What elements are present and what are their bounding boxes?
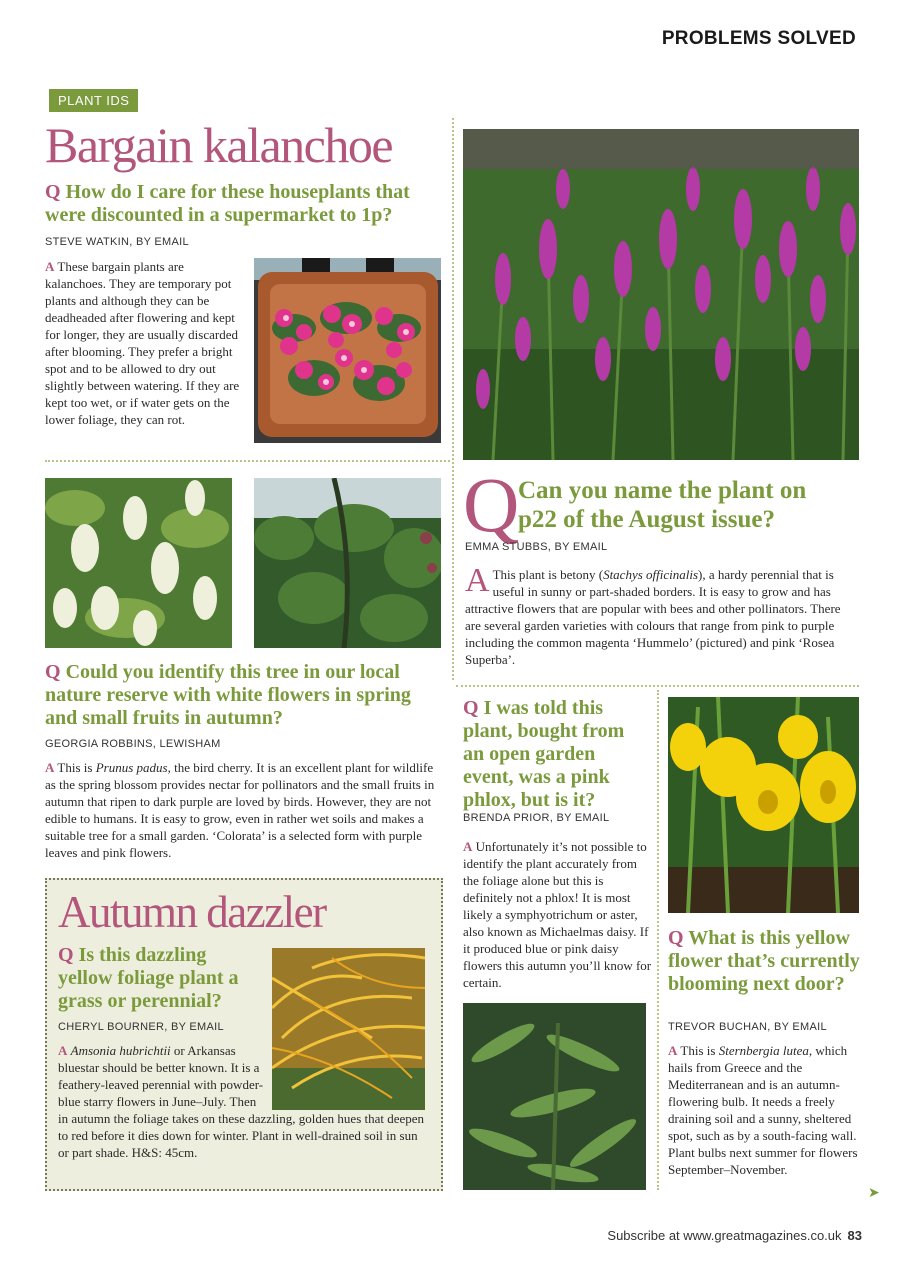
kalanchoe-photo (254, 258, 441, 443)
amsonia-question (58, 944, 263, 1013)
page-number: 83 (847, 1228, 862, 1243)
amsonia-answer-post: or Arkansas bluestar should be better known. It is a feathery-leaved perennial with powder-blue starry flowers in June–July. Then in autumn the foliage takes on these dazzling, golden hues that deepen to red before it dies down for winter. Plant in well-drained soil in sun or part shade. H&S: 45cm. (58, 1043, 425, 1160)
kalanchoe-question (45, 181, 440, 227)
sternbergia-answer (668, 1042, 860, 1178)
phlox-photo (463, 1003, 646, 1190)
sternbergia-answer-pre: This is (680, 1043, 719, 1058)
betony-answer-pre: This plant is betony ( (492, 567, 604, 582)
section-header: PROBLEMS SOLVED (661, 28, 856, 49)
sternbergia-answer-post: , which hails from Greece and the Mediterranean and is an autumn-flowering bulb. It needs a freely draining soil and a sunny, sheltered spot, such as by a south-facing wall. Plant bulbs next summer for flowers September–November. (668, 1043, 858, 1177)
phlox-question-text: I was told this plant, bought from an open garden event, was a pink phlox, but is it? (463, 697, 625, 811)
kalanchoe-title: Bargain kalanchoe (45, 117, 393, 173)
a-letter: A (58, 1043, 68, 1058)
amsonia-answer-italic: Amsonia hubrichtii (70, 1043, 171, 1058)
continue-arrow-icon: ➤ (868, 1186, 880, 1201)
kalanchoe-answer-text: These bargain plants are kalanchoes. They are temporary pot plants and although they can be deadheaded after flowering and kept for longer, they are usually discarded after blooming. They prefer a bright spot and to be allowed to dry out slightly between watering. If they are kept too wet, or if water gets on the lower foliage, they can rot. (45, 259, 240, 427)
betony-byline: EMMA STUBBS, BY EMAIL (465, 541, 608, 553)
amsonia-answer-part1 (58, 1042, 428, 1161)
sternbergia-question (668, 927, 863, 996)
section-divider (456, 685, 859, 687)
q-letter: Q (58, 944, 74, 966)
betony-drop-q: Q (463, 461, 520, 548)
q-letter: Q (45, 181, 61, 203)
cherry-answer-post: , the bird cherry. It is an excellent plant for wildlife as the spring blossom provides nectar for pollinators and the small fruits in autumn that ripen to dark purple are loved by birds. However, they are not edible to humans. It is easy to grow, even in rather wet soils and makes a suitable tree for a small garden. ‘Colorata’ is a selected form with purple leaves and pink flowers. (45, 760, 435, 860)
betony-answer-post: ), a hardy perennial that is useful in sunny or part-shaded borders. It is easy to grow and has attractive flowers that are popular with bees and other pollinators. There are several garden varieties with colours that range from pink to purple including the common magenta ‘Hummelo’ (pictured) and pink ‘Rosea Superba’. (465, 567, 841, 667)
a-letter: A (45, 760, 55, 775)
cherry-answer-pre: This is (57, 760, 96, 775)
subscribe-link[interactable]: Subscribe at www.greatmagazines.co.uk (607, 1228, 842, 1243)
q-letter: Q (463, 697, 479, 719)
amsonia-title: Autumn dazzler (58, 887, 326, 937)
bird-cherry-photo-1 (45, 478, 232, 648)
betony-photo (463, 129, 859, 460)
cherry-answer-italic: Prunus padus (95, 760, 168, 775)
phlox-answer (463, 838, 653, 991)
phlox-question (463, 697, 648, 812)
kalanchoe-question-text: How do I care for these houseplants that were discounted in a supermarket to 1p? (45, 181, 410, 226)
q-letter: Q (668, 927, 684, 949)
footer (607, 1228, 862, 1243)
sternbergia-byline: TREVOR BUCHAN, BY EMAIL (668, 1021, 827, 1033)
section-divider (45, 460, 450, 462)
sternbergia-photo (668, 697, 859, 913)
phlox-byline: BRENDA PRIOR, BY EMAIL (463, 812, 610, 824)
kalanchoe-byline: STEVE WATKIN, BY EMAIL (45, 236, 189, 248)
betony-answer-italic: Stachys officinalis (603, 567, 699, 582)
amsonia-byline: CHERYL BOURNER, BY EMAIL (58, 1021, 224, 1033)
cherry-question (45, 661, 445, 730)
column-divider (452, 118, 454, 680)
section-tag: PLANT IDS (49, 89, 138, 112)
phlox-answer-text: Unfortunately it’s not possible to identify the plant accurately from the foliage alone but this is definitely not a phlox! It is most likely a symphyotrichum or aster, also known as Michaelmas daisy. If it produced blue or pink daisy flowers this autumn you’ll know for certain. (463, 839, 652, 990)
betony-answer (465, 562, 858, 668)
sternbergia-answer-italic: Sternbergia lutea (718, 1043, 809, 1058)
a-letter: A (463, 839, 473, 854)
a-letter: A (668, 1043, 678, 1058)
q-letter: Q (45, 661, 61, 683)
betony-question: Can you name the plant on p22 of the August issue? (518, 477, 807, 533)
amsonia-answer-body (58, 1042, 428, 1059)
a-letter: A (45, 259, 55, 274)
amsonia-question-text: Is this dazzling yellow foliage plant a grass or perennial? (58, 944, 239, 1012)
a-drop-letter: A (465, 562, 490, 599)
kalanchoe-answer (45, 258, 245, 428)
column-divider (657, 690, 659, 1190)
cherry-answer (45, 759, 440, 861)
bird-cherry-photo-2 (254, 478, 441, 648)
cherry-byline: GEORGIA ROBBINS, LEWISHAM (45, 738, 221, 750)
sternbergia-question-text: What is this yellow flower that’s currently blooming next door? (668, 927, 860, 995)
cherry-question-text: Could you identify this tree in our local nature reserve with white flowers in spring and small fruits in autumn? (45, 661, 411, 729)
